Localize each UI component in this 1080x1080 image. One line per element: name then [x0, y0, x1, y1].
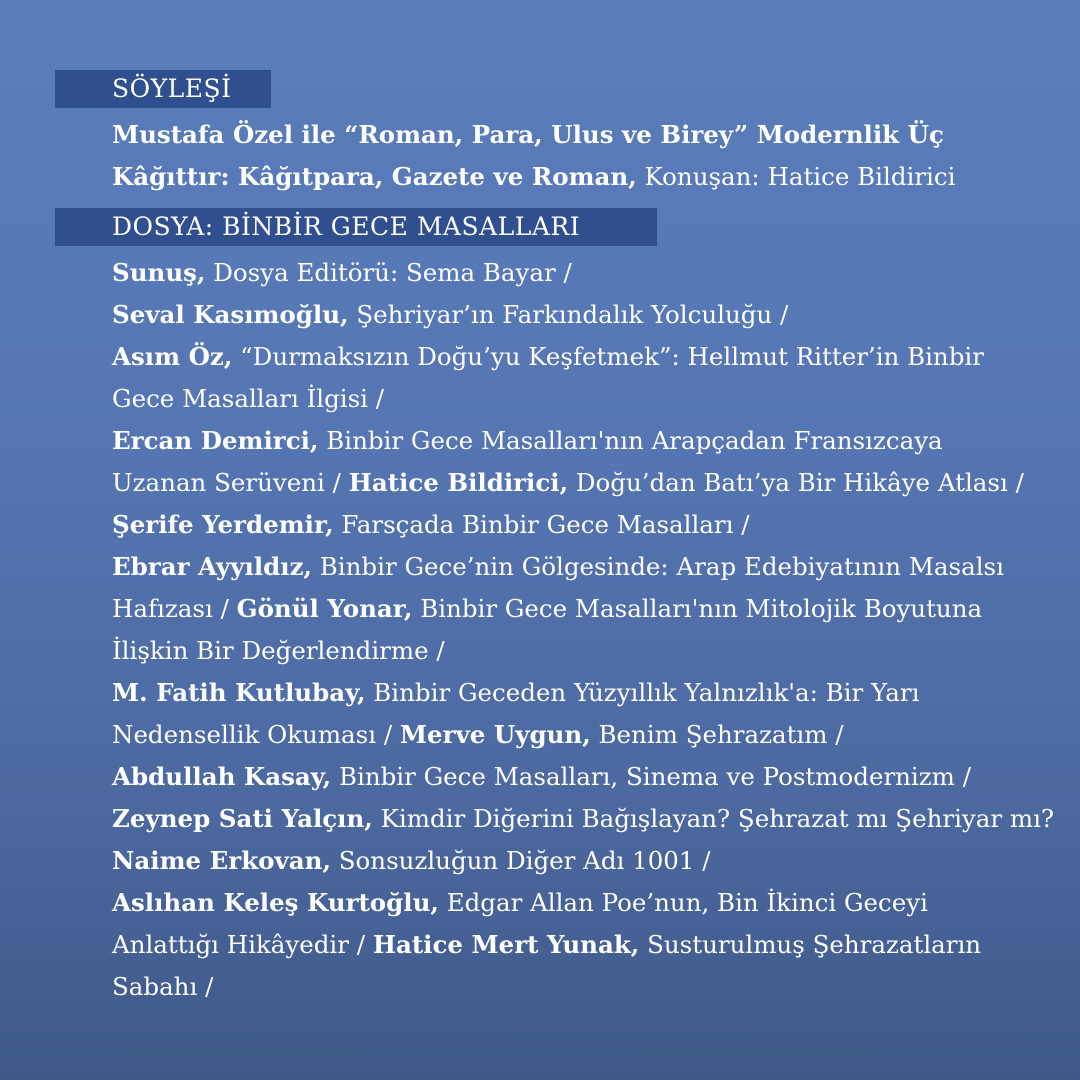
article-title: Kimdir Diğerini Bağışlayan? Şehrazat mı Şehriyar mı?	[372, 804, 1055, 833]
article-line	[112, 420, 1062, 462]
author-name: Aslıhan Keleş Kurtoğlu,	[112, 888, 439, 917]
article-line	[112, 546, 1062, 588]
article-title: Farsçada Binbir Gece Masalları /	[333, 510, 750, 539]
article-title: Benim Şehrazatım /	[590, 720, 844, 749]
article-title: Nedensellik Okuması /	[112, 720, 400, 749]
article-line	[112, 882, 1062, 924]
article-title: Dosya Editörü: Sema Bayar /	[205, 258, 572, 287]
author-name: Hatice Bildirici,	[348, 468, 569, 497]
author-name: Şerife Yerdemir,	[112, 510, 334, 539]
author-name: M. Fatih Kutlubay,	[112, 678, 366, 707]
article-line	[112, 966, 1062, 1008]
article-line	[112, 252, 1062, 294]
article-title: Şehriyar’ın Farkındalık Yolculuğu /	[348, 300, 789, 329]
author-name: Naime Erkovan,	[112, 846, 331, 875]
article-title: Konuşan: Hatice Bildirici	[636, 162, 956, 191]
article-line	[112, 924, 1062, 966]
author-name: Mustafa Özel ile “Roman, Para, Ulus ve Birey” Modernlik Üç	[112, 120, 944, 149]
article-line	[112, 114, 1062, 156]
article-line	[112, 462, 1062, 504]
author-name: Abdullah Kasay,	[112, 762, 332, 791]
article-title: Edgar Allan Poe’nun, Bin İkinci Geceyi	[438, 888, 928, 917]
article-line	[112, 294, 1062, 336]
article-line	[112, 378, 1062, 420]
article-line	[112, 336, 1062, 378]
article-line	[112, 672, 1062, 714]
author-name: Gönül Yonar,	[236, 594, 413, 623]
article-title: Doğu’dan Batı’ya Bir Hikâye Atlası /	[568, 468, 1024, 497]
article-line	[112, 756, 1062, 798]
author-name: Ebrar Ayyıldız,	[112, 552, 313, 581]
article-title: Susturulmuş Şehrazatların	[639, 930, 982, 959]
article-title: Sabahı /	[112, 972, 214, 1001]
author-name: Zeynep Sati Yalçın,	[112, 804, 373, 833]
article-title: Sonsuzluğun Diğer Adı 1001 /	[330, 846, 711, 875]
article-title: “Durmaksızın Doğu’yu Keşfetmek”: Hellmut Ritter’in Binbir	[232, 342, 984, 371]
article-title: Binbir Gece’nin Gölgesinde: Arap Edebiyatının Masalsı	[312, 552, 1004, 581]
article-line	[112, 798, 1062, 840]
article-line	[112, 714, 1062, 756]
author-name: Asım Öz,	[112, 342, 233, 371]
author-name: Sunuş,	[112, 258, 206, 287]
article-title: Hafızası /	[112, 594, 237, 623]
article-line	[112, 630, 1062, 672]
article-title: Binbir Geceden Yüzyıllık Yalnızlık'a: Bir Yarı	[365, 678, 920, 707]
author-name: Hatice Mert Yunak,	[372, 930, 640, 959]
article-title: Gece Masalları İlgisi /	[112, 384, 385, 413]
author-name: Kâğıttır: Kâğıtpara, Gazete ve Roman,	[112, 162, 637, 191]
dosya-content	[112, 252, 1062, 1008]
section-label-dosya: DOSYA: BİNBİR GECE MASALLARI	[55, 208, 657, 246]
article-title: Binbir Gece Masalları, Sinema ve Postmodernizm /	[331, 762, 971, 791]
soylesi-content	[112, 114, 1062, 198]
article-title: Uzanan Serüveni /	[112, 468, 349, 497]
section-label-soylesi: SÖYLEŞİ	[55, 70, 271, 108]
article-line	[112, 156, 1062, 198]
article-line	[112, 588, 1062, 630]
author-name: Seval Kasımoğlu,	[112, 300, 349, 329]
article-title: Binbir Gece Masalları'nın Arapçadan Fransızcaya	[318, 426, 943, 455]
article-title: İlişkin Bir Değerlendirme /	[112, 636, 445, 665]
article-line	[112, 504, 1062, 546]
article-title: Anlattığı Hikâyedir /	[112, 930, 373, 959]
article-line	[112, 840, 1062, 882]
author-name: Ercan Demirci,	[112, 426, 319, 455]
author-name: Merve Uygun,	[399, 720, 591, 749]
article-title: Binbir Gece Masalları'nın Mitolojik Boyutuna	[412, 594, 983, 623]
